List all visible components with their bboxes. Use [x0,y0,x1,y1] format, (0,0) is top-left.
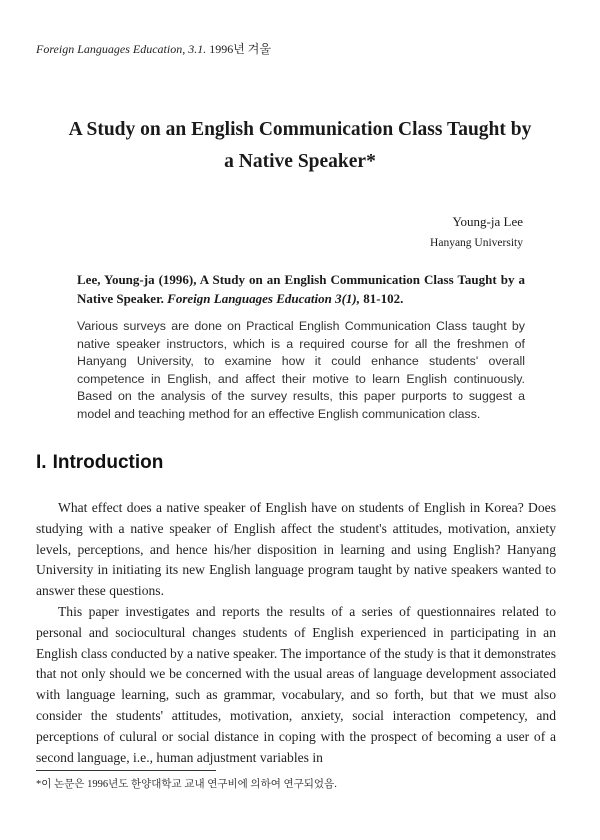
running-head [36,40,271,57]
body-paragraph-1: What effect does a native speaker of English have on students of English in Korea? Does studying with a native speaker of English affect the student's attitudes, motivation, anxiety levels, perceptions, and hence his/her disposition in learning and using English? Hanyang University in initiating its new English language program taught by native speakers wanted to answer these questions. [36,500,556,599]
running-head-journal: Foreign Languages Education, 3.1. [36,42,207,56]
citation-pages: 81-102. [363,291,404,306]
citation-prefix: Lee, Young-ja (1996), A Study on an English Communication Class Taught by a Native Speaker. [77,272,525,306]
author-block [430,212,523,254]
title-line-2 [30,146,570,178]
footnote-mark: * [36,779,42,790]
body-text [36,498,556,768]
author-affiliation: Hanyang University [430,237,523,249]
section-heading [36,452,163,474]
title-line-2-text: a Native Speaker [224,151,367,172]
abstract: Various surveys are done on Practical English Communication Class taught by native speaker instructors, which is a required course for all the freshmen of Hanyang University, to examine how it could enhance students' overall competence in English, and affect their motive to learn English continuously. Based on the analysis of the survey results, this paper purports to suggest a model and teaching method for an effective English communication class. [77,319,525,421]
footnote-divider [36,770,216,771]
footnote [36,776,337,791]
running-head-year: 1996년 겨울 [209,42,271,56]
footnote-text: 이 논문은 1996년도 한양대학교 교내 연구비에 의하여 연구되었음. [41,779,337,790]
title-footnote-mark: * [366,151,376,172]
paper-title [30,114,570,178]
title-line-1: A Study on an English Communication Class Taught by [68,119,532,140]
citation [77,270,525,308]
citation-journal: Foreign Languages Education 3(1), [167,291,361,306]
author-name: Young-ja Lee [452,214,523,229]
body-paragraph-2: This paper investigates and reports the results of a series of questionnaires related to personal and sociocultural changes students of English experienced in participating in an English class conducted by a native speaker. The importance of the study is that it demonstrates that not only should we be concerned with the usual areas of language development associated with language learning, such as grammar, vocabulary, and so forth, but that we must also consider the students' attitudes, motivation, anxiety, social interaction competency, and perceptions of culural or social distance in coping with the prospect of becoming a user of a second language, i.e., human adjustment variables in [36,603,556,765]
section-title: Introduction [52,452,164,473]
section-number: I. [36,452,47,473]
